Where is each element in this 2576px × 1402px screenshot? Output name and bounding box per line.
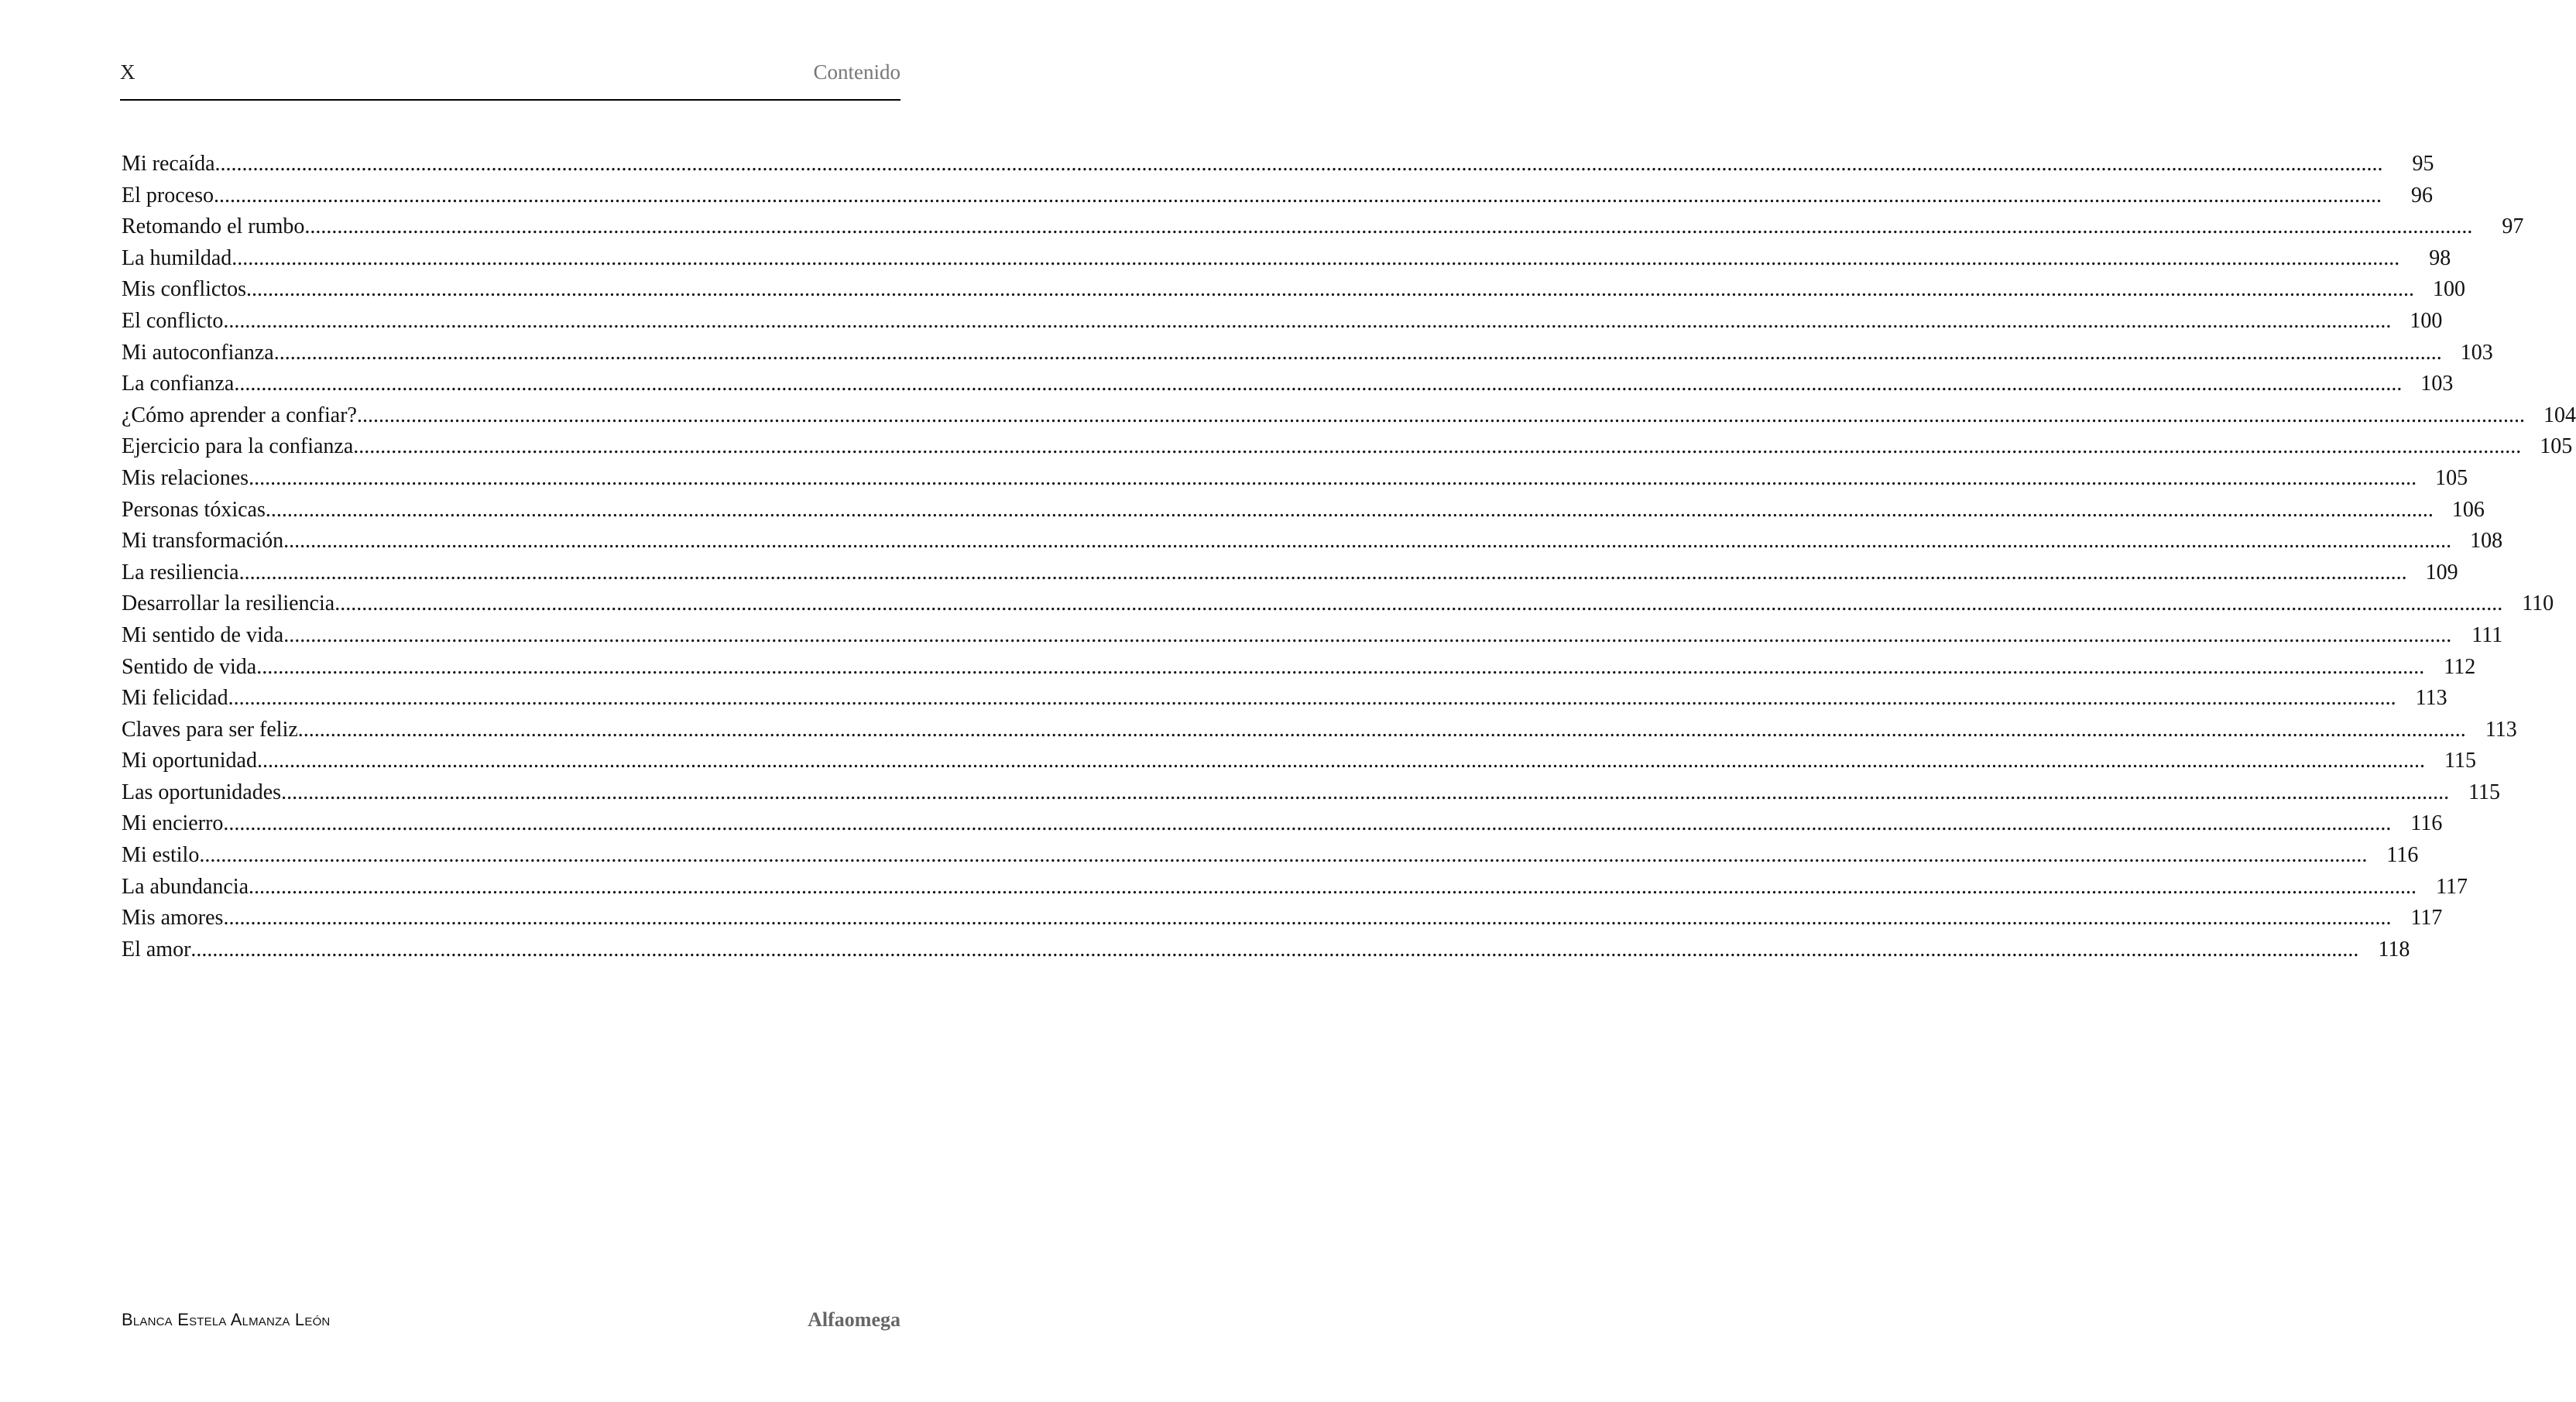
toc-entry-title: ¿Cómo aprender a confiar? — [122, 403, 357, 427]
toc-entry-page: 113 — [2415, 686, 2447, 711]
toc-entry-page: 118 — [2378, 937, 2410, 962]
toc-entry-page: 105 — [2435, 465, 2468, 490]
toc-dot-leader: ................................................................................................................................................................................................................................................................................................................................................................................................................ — [265, 497, 2434, 522]
toc-entry-title: El proceso — [122, 183, 214, 207]
toc-entry[interactable] — [122, 431, 2573, 463]
toc-entry-page: 97 — [2502, 214, 2524, 239]
toc-dot-leader: ................................................................................................................................................................................................................................................................................................................................................................................................................ — [234, 372, 2403, 396]
toc-dot-leader: ................................................................................................................................................................................................................................................................................................................................................................................................................ — [249, 874, 2417, 899]
page-number: X — [120, 60, 135, 84]
toc-entry-title: La humildad — [122, 245, 232, 270]
toc-entry-title: Mi recaída — [122, 152, 215, 176]
toc-entry[interactable] — [122, 306, 2443, 338]
toc-entry[interactable] — [122, 368, 2454, 400]
toc-entry[interactable] — [122, 715, 2517, 746]
toc-entry-page: 96 — [2410, 183, 2433, 207]
footer-author: Blanca Estela Almanza León — [122, 1310, 331, 1329]
toc-dot-leader: ................................................................................................................................................................................................................................................................................................................................................................................................................ — [214, 152, 2383, 176]
toc-entry[interactable] — [122, 338, 2493, 369]
toc-dot-leader: ................................................................................................................................................................................................................................................................................................................................................................................................................ — [273, 340, 2442, 365]
toc-entry-page: 110 — [2522, 591, 2554, 616]
toc-entry[interactable] — [122, 274, 2465, 306]
toc-entry-title: La abundancia — [122, 874, 249, 899]
toc-entry-title: El amor — [122, 937, 191, 962]
toc-entry[interactable] — [122, 149, 2434, 180]
toc-entry-title: Mi felicidad — [122, 686, 228, 711]
toc-entry[interactable] — [122, 840, 2419, 872]
toc-dot-leader: ................................................................................................................................................................................................................................................................................................................................................................................................................ — [257, 749, 2425, 773]
toc-entry[interactable] — [122, 872, 2468, 903]
toc-dot-leader: ................................................................................................................................................................................................................................................................................................................................................................................................................ — [334, 591, 2503, 616]
toc-entry-page: 108 — [2470, 529, 2503, 554]
toc-entry-page: 111 — [2471, 622, 2503, 647]
toc-entry[interactable] — [122, 211, 2524, 243]
toc-entry-title: Mi sentido de vida — [122, 622, 284, 647]
toc-dot-leader: ................................................................................................................................................................................................................................................................................................................................................................................................................ — [356, 403, 2525, 427]
section-title: Contenido — [813, 60, 900, 84]
toc-entry-page: 95 — [2412, 152, 2434, 176]
toc-entry-title: Las oportunidades — [122, 780, 282, 804]
toc-dot-leader: ................................................................................................................................................................................................................................................................................................................................................................................................................ — [246, 277, 2414, 302]
toc-entry-page: 117 — [2436, 874, 2468, 899]
toc-entry-title: Mis relaciones — [122, 465, 249, 490]
toc-entry-title: Mis conflictos — [122, 277, 246, 302]
toc-dot-leader: ................................................................................................................................................................................................................................................................................................................................................................................................................ — [238, 560, 2407, 584]
toc-entry[interactable] — [122, 495, 2485, 526]
toc-dot-leader: ................................................................................................................................................................................................................................................................................................................................................................................................................ — [281, 780, 2450, 804]
toc-entry-title: Retomando el rumbo — [122, 214, 305, 239]
toc-dot-leader: ................................................................................................................................................................................................................................................................................................................................................................................................................ — [190, 937, 2359, 962]
toc-entry-title: Claves para ser feliz — [122, 717, 298, 742]
toc-dot-leader: ................................................................................................................................................................................................................................................................................................................................................................................................................ — [228, 686, 2396, 711]
toc-entry-page: 113 — [2485, 717, 2517, 742]
toc-dot-leader: ................................................................................................................................................................................................................................................................................................................................................................................................................ — [297, 717, 2466, 742]
toc-dot-leader: ................................................................................................................................................................................................................................................................................................................................................................................................................ — [213, 183, 2382, 207]
toc-entry[interactable] — [122, 620, 2503, 652]
toc-entry-page: 115 — [2468, 780, 2501, 804]
toc-entry-title: Mi encierro — [122, 811, 224, 836]
toc-entry-title: Ejercicio para la confianza — [122, 434, 354, 459]
toc-entry-page: 106 — [2451, 497, 2485, 522]
toc-entry[interactable] — [122, 557, 2458, 589]
toc-dot-leader: ................................................................................................................................................................................................................................................................................................................................................................................................................ — [223, 906, 2392, 931]
toc-entry[interactable] — [122, 777, 2501, 809]
toc-entry[interactable] — [122, 400, 2576, 432]
toc-dot-leader: ................................................................................................................................................................................................................................................................................................................................................................................................................ — [353, 434, 2522, 459]
toc-entry-page: 109 — [2425, 560, 2458, 584]
toc-entry-title: La resiliencia — [122, 560, 239, 584]
toc-dot-leader: ................................................................................................................................................................................................................................................................................................................................................................................................................ — [249, 465, 2417, 490]
toc-entry-title: Mi estilo — [122, 843, 200, 868]
toc-dot-leader: ................................................................................................................................................................................................................................................................................................................................................................................................................ — [304, 214, 2473, 239]
toc-entry-page: 117 — [2410, 906, 2443, 931]
toc-entry-title: Mis amores — [122, 906, 224, 931]
toc-entry-title: Personas tóxicas — [122, 497, 266, 522]
toc-entry[interactable] — [122, 903, 2443, 934]
toc-entry-page: 112 — [2444, 654, 2476, 679]
toc-dot-leader: ................................................................................................................................................................................................................................................................................................................................................................................................................ — [283, 622, 2452, 647]
toc-entry-page: 104 — [2543, 403, 2576, 427]
toc-entry[interactable] — [122, 243, 2451, 275]
toc-entry-title: El conflicto — [122, 308, 224, 333]
page-header — [120, 57, 900, 101]
toc-entry[interactable] — [122, 746, 2476, 777]
toc-entry-page: 100 — [2410, 308, 2443, 333]
toc-entry-page: 115 — [2444, 749, 2476, 773]
toc-entry-page: 100 — [2433, 277, 2465, 302]
toc-entry-title: Desarrollar la resiliencia — [122, 591, 335, 616]
table-of-contents — [122, 149, 2576, 965]
toc-entry-page: 116 — [2386, 843, 2419, 868]
toc-dot-leader: ................................................................................................................................................................................................................................................................................................................................................................................................................ — [256, 654, 2425, 679]
toc-entry[interactable] — [122, 934, 2410, 966]
toc-dot-leader: ................................................................................................................................................................................................................................................................................................................................................................................................................ — [199, 843, 2368, 868]
footer-publisher: Alfaomega — [808, 1308, 900, 1331]
toc-entry-page: 98 — [2429, 245, 2451, 270]
toc-dot-leader: ................................................................................................................................................................................................................................................................................................................................................................................................................ — [223, 811, 2392, 836]
toc-entry-page: 105 — [2540, 434, 2573, 459]
toc-dot-leader: ................................................................................................................................................................................................................................................................................................................................................................................................................ — [283, 529, 2452, 554]
toc-dot-leader: ................................................................................................................................................................................................................................................................................................................................................................................................................ — [232, 245, 2400, 270]
toc-entry-page: 103 — [2420, 372, 2454, 396]
toc-entry[interactable] — [122, 180, 2433, 212]
toc-entry-page: 103 — [2460, 340, 2493, 365]
toc-entry[interactable] — [122, 808, 2443, 840]
toc-entry-title: Mi transformación — [122, 529, 284, 554]
toc-entry-title: Mi autoconfianza — [122, 340, 274, 365]
toc-entry-title: Mi oportunidad — [122, 749, 257, 773]
toc-entry[interactable] — [122, 526, 2503, 557]
toc-dot-leader: ................................................................................................................................................................................................................................................................................................................................................................................................................ — [223, 308, 2392, 333]
toc-entry[interactable] — [122, 588, 2554, 620]
toc-entry-title: Sentido de vida — [122, 654, 257, 679]
toc-entry[interactable] — [122, 463, 2468, 495]
toc-entry[interactable] — [122, 652, 2476, 684]
toc-entry-title: La confianza — [122, 372, 235, 396]
toc-entry[interactable] — [122, 683, 2447, 715]
toc-entry-page: 116 — [2410, 811, 2443, 836]
